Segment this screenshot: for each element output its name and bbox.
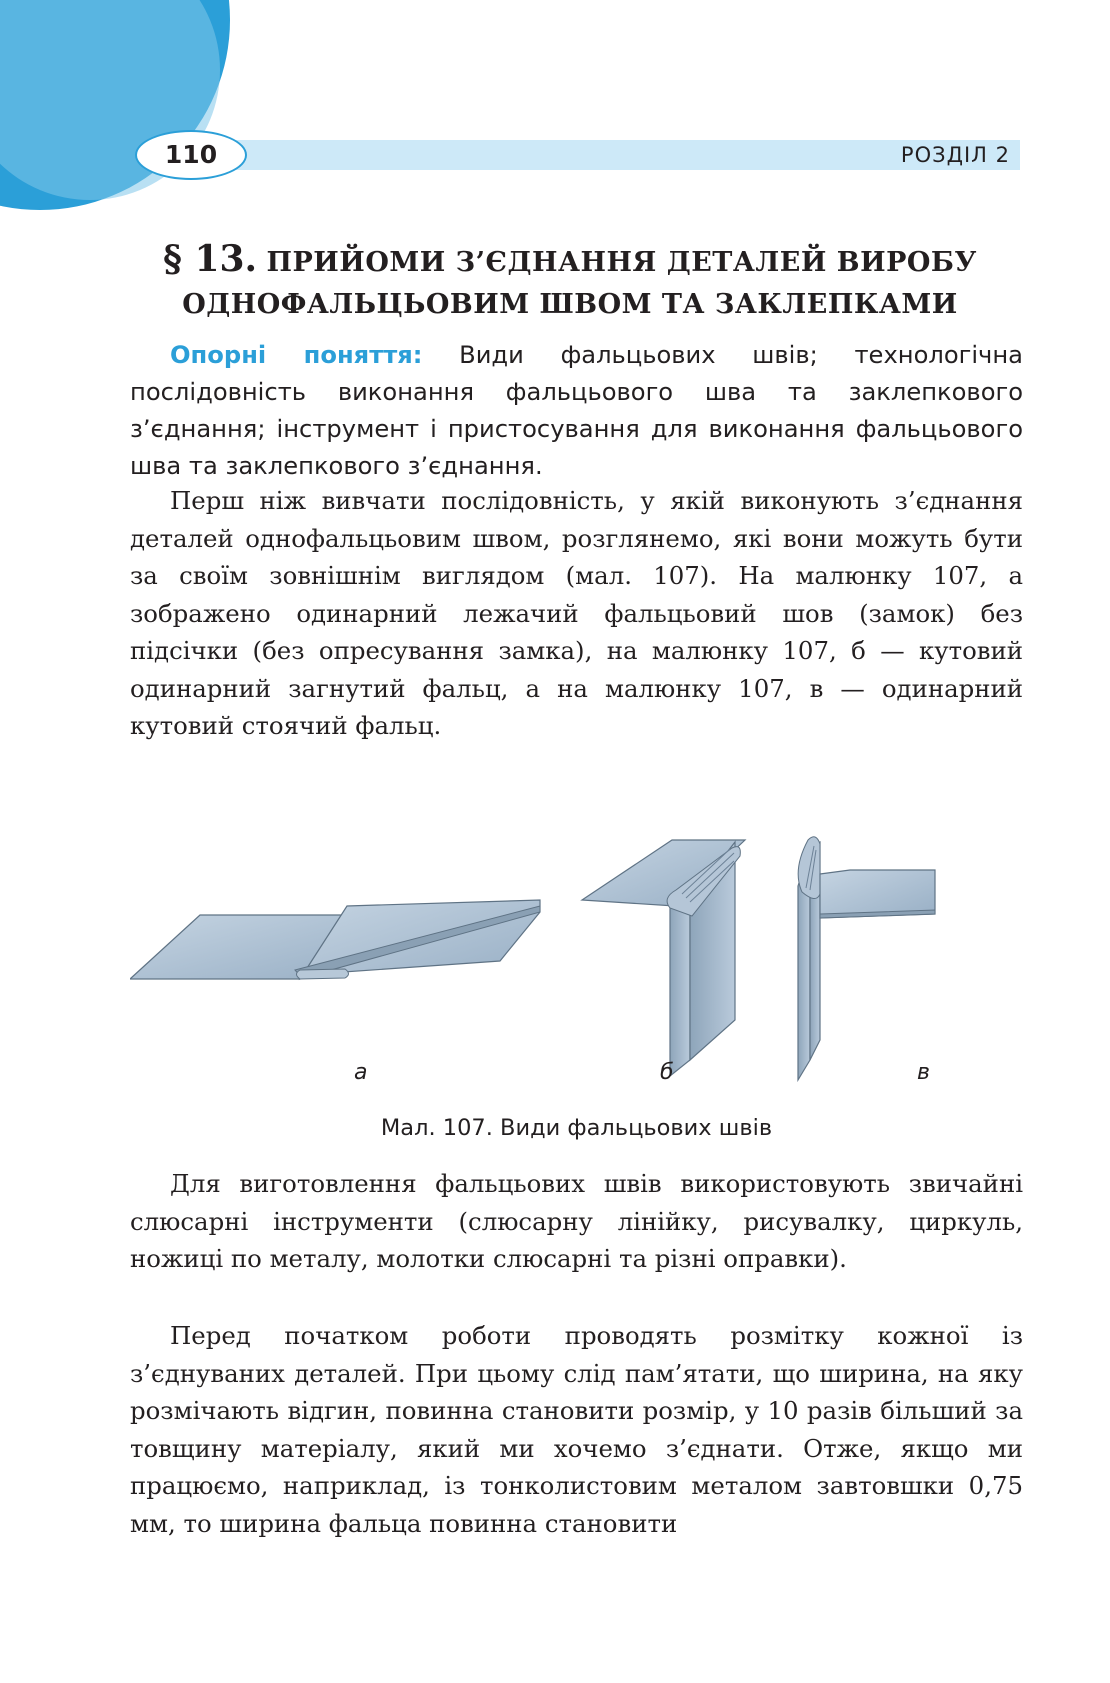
- section-title: [130, 238, 1010, 326]
- header-bar: [190, 140, 1020, 170]
- seam-corner-folded: [582, 840, 745, 1076]
- figure-label-c: в: [917, 1060, 930, 1085]
- key-concepts: [130, 337, 1023, 485]
- figure-label-b: б: [660, 1060, 674, 1085]
- seam-flat: [130, 900, 540, 979]
- figure-label-a: а: [354, 1060, 368, 1085]
- paragraph-2: Для виготовлення фальцьових швів використовують звичайні слюсарні інструменти (слюсарну лінійку, рисувалку, циркуль, ножиці по металу, молотки слюсарні та різні оправки).: [130, 1169, 1023, 1273]
- key-concepts-text: Види фальцьових швів; технологічна послідовність виконання фальцьового шва та заклепкового з’єднання; інструмент і пристосування для виконання фальцьового шва та заклепкового з’єднання.: [130, 341, 1023, 480]
- key-concepts-label: Опорні поняття:: [170, 341, 423, 369]
- paragraph-1: Перш ніж вивчати послідовність, у якій виконують з’єднання деталей однофальцьовим швом, розглянемо, які вони можуть бути за своїм зовнішнім виглядом (мал. 107). На малюнку 107, а зображено одинарний лежачий фальцьовий шов (замок) без підсічки (без опресування замка), на малюнку 107, б — кутовий одинарний загнутий фальц, а на малюнку 107, в — одинарний кутовий стоячий фальц.: [130, 486, 1023, 740]
- figure-107: [130, 830, 1023, 1100]
- paragraph-number: § 13.: [163, 238, 258, 280]
- section-title-text: ПРИЙОМИ З’ЄДНАННЯ ДЕТАЛЕЙ ВИРОБУ ОДНОФАЛЬЦЬОВИМ ШВОМ ТА ЗАКЛЕПКАМИ: [182, 247, 977, 320]
- page-number: 110: [135, 130, 247, 180]
- paragraph-3: Перед початком роботи проводять розмітку кожної із з’єднуваних деталей. При цьому слід пам’ятати, що ширина, на яку розмічають відгин, повинна становити розмір, у 10 разів більший за товщину матеріалу, який ми хочемо з’єднати. Отже, якщо ми працюємо, наприклад, із тонколистовим металом завтовшки 0,75 мм, то ширина фальца повинна становити: [130, 1321, 1023, 1538]
- figure-caption: Мал. 107. Види фальцьових швів: [380, 1115, 773, 1141]
- seam-corner-standing: [798, 837, 935, 1080]
- section-label: РОЗДІЛ 2: [900, 143, 1010, 167]
